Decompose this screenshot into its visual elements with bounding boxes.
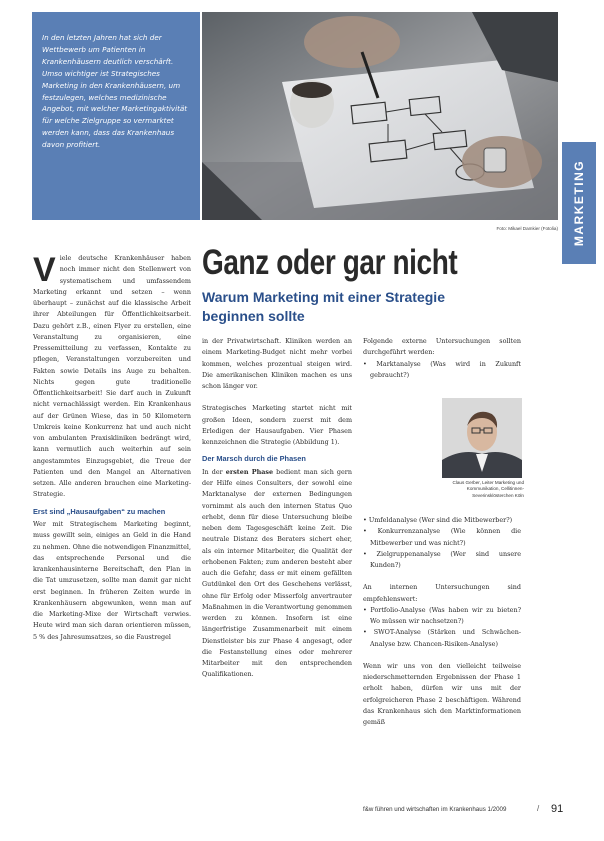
paragraph-text: iele deutsche Krankenhäuser haben noch immer nicht den Stellenwert von systematischem und umfassendem Marketing erkannt und setzen – wenn überhaupt – zunächst auf die klassische Arbeit ihrer Abteilungen für Öffentlichkeitsarbeit. Dazu gehört z.B., einen Flyer zu erstellen, eine Veranstaltung zu organisieren, eine Pressemitteilung zu verfassen, Kontakte zu pflegen, Veranstaltungen vorzubereiten und Fakten sowie Details ins Auge zu behalten. Nichts gegen gute traditionelle Öffentlichkeitsarbeit! Sie darf auch in Zukunft nicht vernachlässigt werden. Ein Krankenhaus auf der Grünen Wiese, das in 50 Kilometern Umkreis keine Konkurrenz hat und auch nicht von ambulanten Praxiskliniken bedrängt wird, kann vermutlich auch weiterhin auf sein angestammtes Einzugsgebiet, die Treue der Patienten und den Mangel an Alternativen setzen. Alle anderen brauchen eine Marketing-Strategie. <box>33 254 191 499</box>
bullet-list <box>363 359 521 382</box>
list-item: • SWOT-Analyse (Stärken und Schwächen-Analyse bzw. Chancen-Risiken-Analyse) <box>363 627 521 650</box>
list-item: • Konkurrenzanalyse (Wie können die Mitbewerber und was nicht?) <box>363 526 521 549</box>
paragraph-text: in der Privatwirtschaft. Kliniken werden an einem Marketing-Budget nicht mehr vorbei kommen, welches prozentual steigen wird. Die amerikanischen Kliniken machen es uns schon länger vor. <box>202 337 352 390</box>
footer-journal: f&w führen und wirtschaften im Krankenhaus 1/2009 <box>363 806 507 813</box>
paragraph-text: An internen Untersuchungen sind empfehlenswert: <box>363 583 521 603</box>
list-item: • Marktanalyse (Was wird in Zukunft gebraucht?) <box>363 359 521 382</box>
list-item: • Portfolio-Analyse (Was haben wir zu bieten? Wo müssen wir nachsetzen?) <box>363 605 521 628</box>
paragraph-text: bedient man sich gern der Hilfe eines Consulters, der sowohl eine Marktanalyse der externen Bedingungen vornimmt als auch den internen Status Quo erhebt, denn für diese Untersuchung bleibe neben dem Tagesgeschäft keine Zeit. Die neutrale Distanz des Beraters sichert eher, als ein interner Mitarbeiter, die Qualität der erhobenen Fakten; zum anderen besteht aber auch die Gefahr, dass er mit einem gefällten Gutdünkel den Ort des Geschehens verlässt, ohne für Erfolg oder Misserfolg anvertrauter Maßnahmen in die Verantwortung genommen werden zu können. Insofern ist eine längerfristige Zusammenarbeit mit einem Dienstleister bis zur Phase 4 angesagt, oder die Festanstellung eines oder mehrerer Mitarbeiter mit den entsprechenden Qualifikationen. <box>202 467 352 679</box>
article-column-2 <box>202 336 352 681</box>
photo-credit: Foto: Mikael Damkier (Fotolia) <box>496 226 558 231</box>
intro-box <box>32 12 200 220</box>
article-column-3-bottom <box>363 515 521 728</box>
article-subheadline: Warum Marketing mit einer Strategie beginnen sollte <box>202 289 445 324</box>
subheading-hausaufgaben: Erst sind „Hausaufgaben“ zu machen <box>33 506 166 516</box>
portrait-caption: Claus Gerber, Leiter Marketing und Kommunikation, Cellitinnen-Severinsklösterchen Köln <box>452 480 524 498</box>
list-item: • Umfeldanalyse (Wer sind die Mitbewerber?) <box>363 515 521 526</box>
intro-text: In den letzten Jahren hat sich der Wettbewerb um Patienten in Krankenhäusern deutlich verschärft. Umso wichtiger ist Strategisches Marketing in den Krankenhäusern, um festzulegen, welches medizinische Angebot, mit welcher Marketingaktivität für welche Zielgruppe so vermarktet werden kann, dass das Krankenhaus davon profitiert. <box>42 33 188 150</box>
author-portrait <box>442 398 522 478</box>
paragraph-text: In der <box>202 467 226 476</box>
bullet-list <box>363 605 521 650</box>
section-tab-label: MARKETING <box>572 159 586 247</box>
paragraph-text: Strategisches Marketing startet nicht mit großen Ideen, sondern zuerst mit dem Erledigen der Hausaufgaben. Vier Phasen kennzeichnen die Strategie (Abbildung 1). <box>202 404 352 446</box>
bullet-list <box>363 515 521 571</box>
subheading-phasen: Der Marsch durch die Phasen <box>202 454 306 464</box>
article-column-3-top <box>363 336 521 381</box>
article-column-1 <box>33 253 191 643</box>
list-item: • Zielgruppenanalyse (Wer sind unsere Kunden?) <box>363 549 521 572</box>
footer-separator: / <box>537 804 540 813</box>
paragraph-text: Folgende externe Untersuchungen sollten durchgeführt werden: <box>363 337 521 357</box>
article-headline: Ganz oder gar nicht <box>202 243 458 282</box>
paragraph-text: Wer mit Strategischem Marketing beginnt, muss gewillt sein, einiges an Geld in die Hand zu nehmen. Ohne die notwendigen Finanzmittel, das entsprechende Personal und die krankenhausinterne Bereitschaft, den Plan in die Tat umzusetzen, sollte man damit gar nicht erst beginnen. In früheren Zeiten wurde in Krankenhäusern abgewunken, wenn man auf die Marketing-Mixe der Wirtschaft verwies. Heute wird man sich daran orientieren müssen, 5 % des Jahresumsatzes, so die Faustregel <box>33 520 191 641</box>
section-tab-marketing <box>562 142 596 264</box>
bold-text: ersten Phase <box>225 467 274 476</box>
paragraph-text: Wenn wir uns von den vielleicht teilweise niederschmetternden Ergebnissen der Phase 1 erholt haben, dürfen wir uns mit der erfolgreicheren Phase 2 beschäftigen. Während das Krankenhaus sich den Marktinformationen gemäß <box>363 661 521 726</box>
intro-paragraph <box>33 253 191 501</box>
header-photo <box>202 12 558 220</box>
phase-paragraph <box>202 467 352 681</box>
page-number: 91 <box>551 803 564 815</box>
drop-cap: V <box>33 251 56 289</box>
